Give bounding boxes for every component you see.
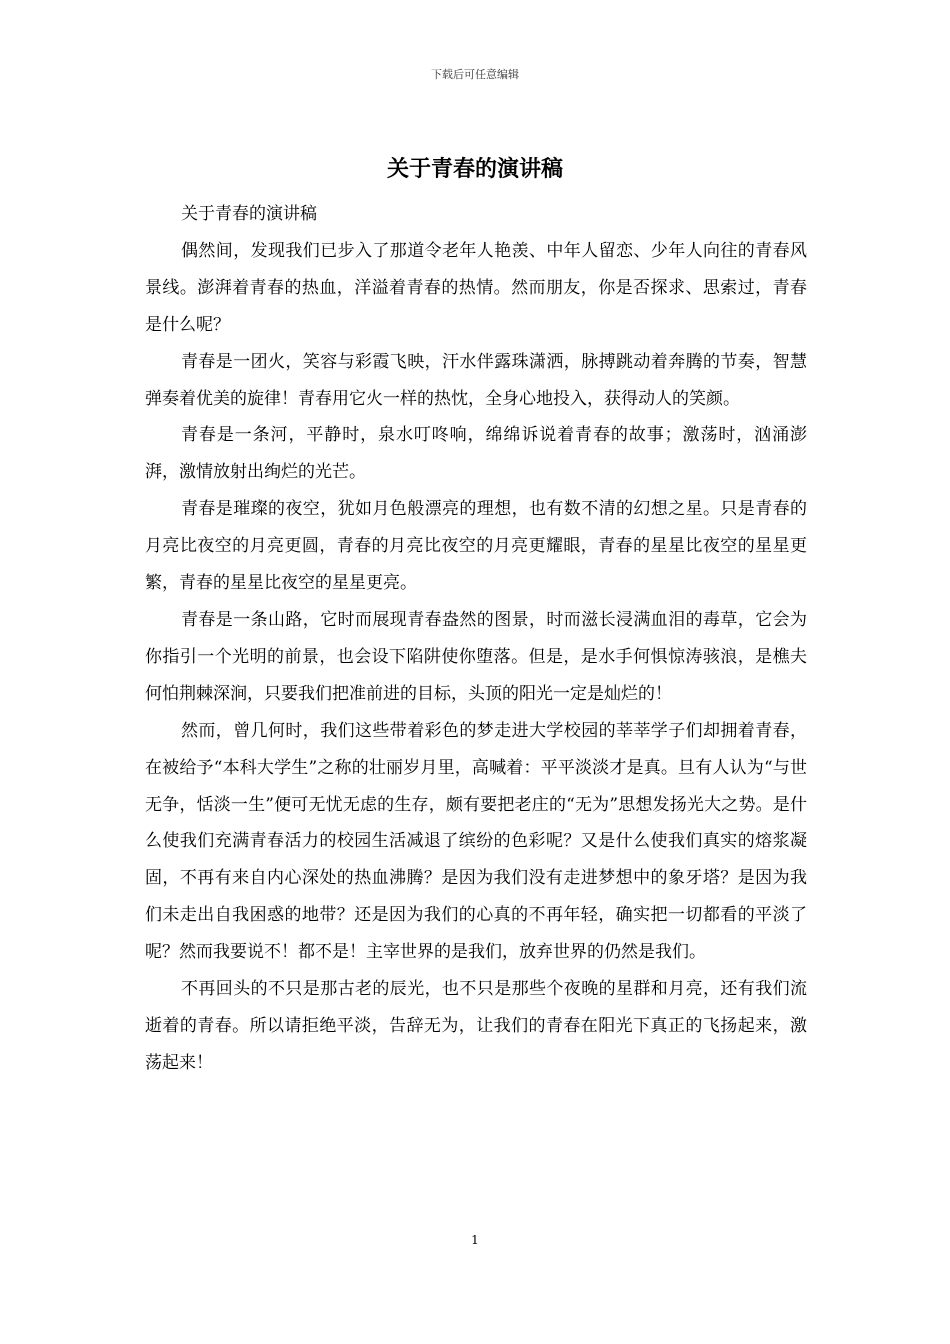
paragraph-subtitle: 关于青春的演讲稿 [181,204,317,224]
page-number: 1 [471,1233,479,1247]
paragraph: 青春是一条河，平静时，泉水叮咚响，绵绵诉说着青春的故事；激荡时，汹涌澎湃，激情放射出绚烂的光芒。 [145,425,807,483]
paragraph: 青春是一条山路，它时而展现青春盎然的图景，时而滋长浸满血泪的毒草，它会为你指引一个光明的前景，也会设下陷阱使你堕落。但是，是水手何惧惊涛骇浪，是樵夫何怕荆棘深涧，只要我们把准前进的目标，头顶的阳光一定是灿烂的！ [145,609,807,704]
paragraph: 青春是璀璨的夜空，犹如月色般漂亮的理想，也有数不清的幻想之星。只是青春的月亮比夜空的月亮更圆，青春的月亮比夜空的月亮更耀眼，青春的星星比夜空的星星更繁，青春的星星比夜空的星星更亮。 [145,499,807,594]
paragraph: 偶然间，发现我们已步入了那道令老年人艳羡、中年人留恋、少年人向往的青春风景线。澎湃着青春的热血，洋溢着青春的热情。然而朋友，你是否探求、思索过，青春是什么呢？ [145,240,807,335]
paragraph: 然而，曾几何时，我们这些带着彩色的梦走进大学校园的莘莘学子们却拥着青春，在被给予“本科大学生”之称的壮丽岁月里，高喊着：平平淡淡才是真。旦有人认为“与世无争，恬淡一生”便可无忧无虑的生存，颇有要把老庄的“无为”思想发扬光大之势。是什么使我们充满青春活力的校园生活减退了缤纷的色彩呢？又是什么使我们真实的熔浆凝固，不再有来自内心深处的热血沸腾？是因为我们没有走进梦想中的象牙塔？是因为我们未走出自我困惑的地带？还是因为我们的心真的不再年轻，确实把一切都看的平淡了呢？然而我要说不！都不是！主宰世界的是我们，放弃世界的仍然是我们。 [145,720,807,963]
paragraph: 不再回头的不只是那古老的辰光，也不只是那些个夜晚的星群和月亮，还有我们流逝着的青春。所以请拒绝平淡，告辞无为，让我们的青春在阳光下真正的飞扬起来，激荡起来！ [145,979,807,1073]
document-body [145,196,807,1082]
paragraph: 青春是一团火，笑容与彩霞飞映，汗水伴露珠潇洒，脉搏跳动着奔腾的节奏，智慧弹奏着优美的旋律！青春用它火一样的热忱，全身心地投入，获得动人的笑颜。 [145,351,807,409]
document-title: 关于青春的演讲稿 [386,156,563,182]
page-header: 下载后可任意编辑 [431,68,519,81]
